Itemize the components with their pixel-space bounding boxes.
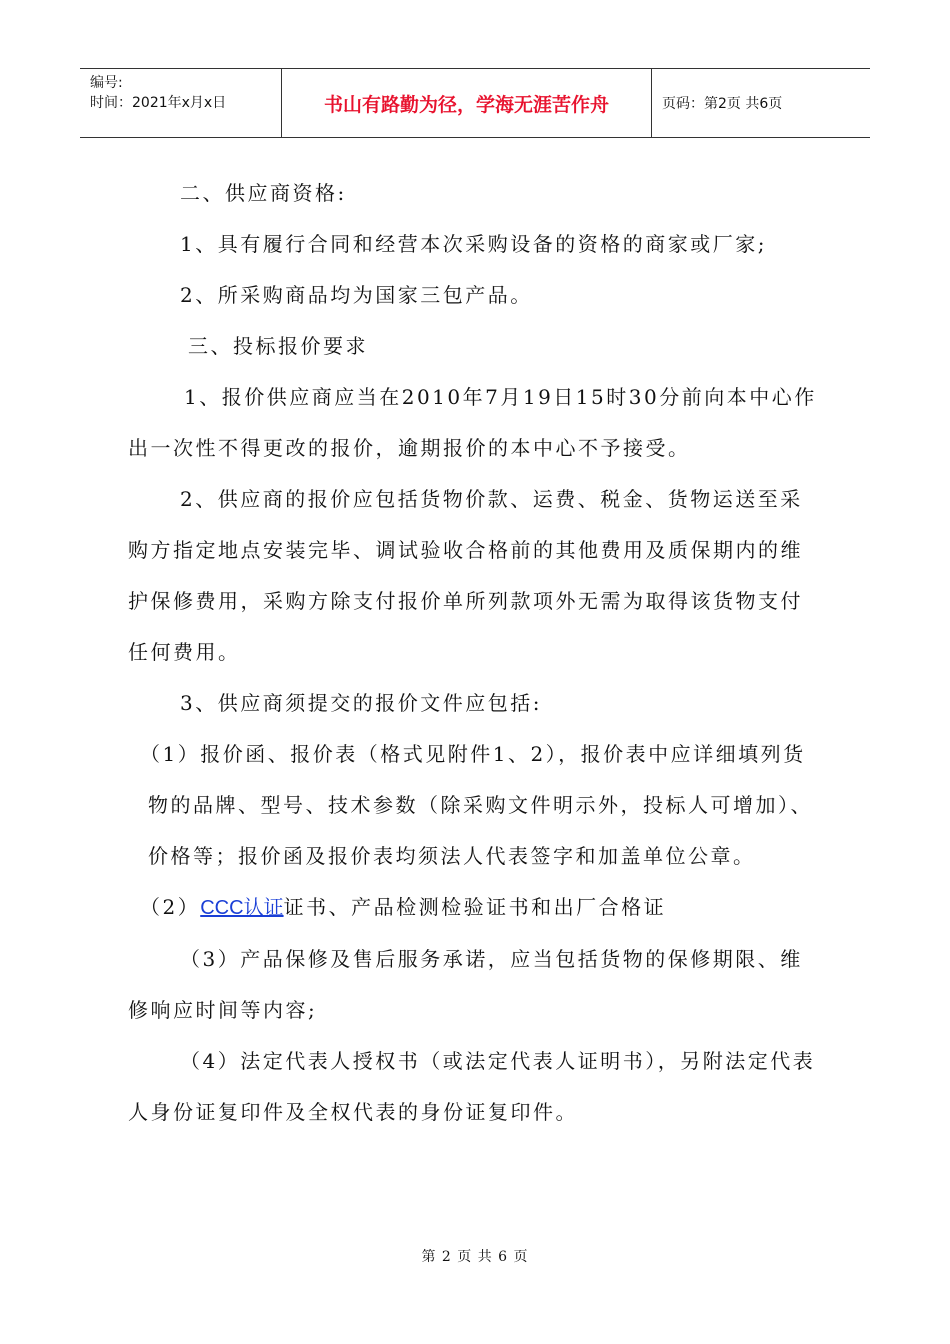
section3-item-2: 2、供应商的报价应包括货物价款、运费、税金、货物运送至采购方指定地点安装完毕、调试验收合格前的其他费用及质保期内的维护保修费用，采购方除支付报价单所列款项外无需为取得该货物支付任何费用。 bbox=[128, 487, 803, 664]
number-label: 编号: bbox=[90, 75, 123, 91]
header-motto: 书山有路勤为径，学海无涯苦作舟 bbox=[282, 69, 652, 137]
document-header bbox=[80, 68, 870, 138]
document-body bbox=[128, 168, 818, 1138]
ccc-certification-link[interactable]: CCC认证 bbox=[200, 897, 284, 919]
sub-item-3: （3）产品保修及售后服务承诺，应当包括货物的保修期限、维修响应时间等内容; bbox=[128, 947, 803, 1022]
section3-title: 三、投标报价要求 bbox=[188, 334, 368, 358]
section3-item-3: 3、供应商须提交的报价文件应包括: bbox=[180, 691, 542, 715]
section2-item-1: 1、具有履行合同和经营本次采购设备的资格的商家或厂家; bbox=[180, 232, 767, 256]
header-page-code: 页码：第2页 共6页 bbox=[662, 96, 783, 112]
section3-item-1: 1、报价供应商应当在2010年7月19日15时30分前向本中心作出一次性不得更改的报价，逾期报价的本中心不予接受。 bbox=[128, 385, 817, 460]
time-label: 时间：2021年x月x日 bbox=[90, 95, 227, 111]
sub-item-2-prefix: （2） bbox=[140, 895, 201, 919]
page-footer: 第 2 页 共 6 页 bbox=[421, 1249, 529, 1265]
header-meta bbox=[80, 69, 282, 137]
sub-item-2-text: 证书、产品检测检验证书和出厂合格证 bbox=[283, 895, 667, 919]
section2-item-2: 2、所采购商品均为国家三包产品。 bbox=[180, 283, 533, 307]
sub-item-4: （4）法定代表人授权书（或法定代表人证明书），另附法定代表人身份证复印件及全权代表的身份证复印件。 bbox=[128, 1049, 816, 1124]
sub-item-2 bbox=[128, 882, 818, 934]
sub-item-1: （1）报价函、报价表（格式见附件1、2），报价表中应详细填列货物的品牌、型号、技术参数（除采购文件明示外，投标人可增加）、价格等；报价函及报价表均须法人代表签字和加盖单位公章。 bbox=[140, 742, 813, 868]
section2-title: 二、供应商资格: bbox=[180, 181, 347, 205]
